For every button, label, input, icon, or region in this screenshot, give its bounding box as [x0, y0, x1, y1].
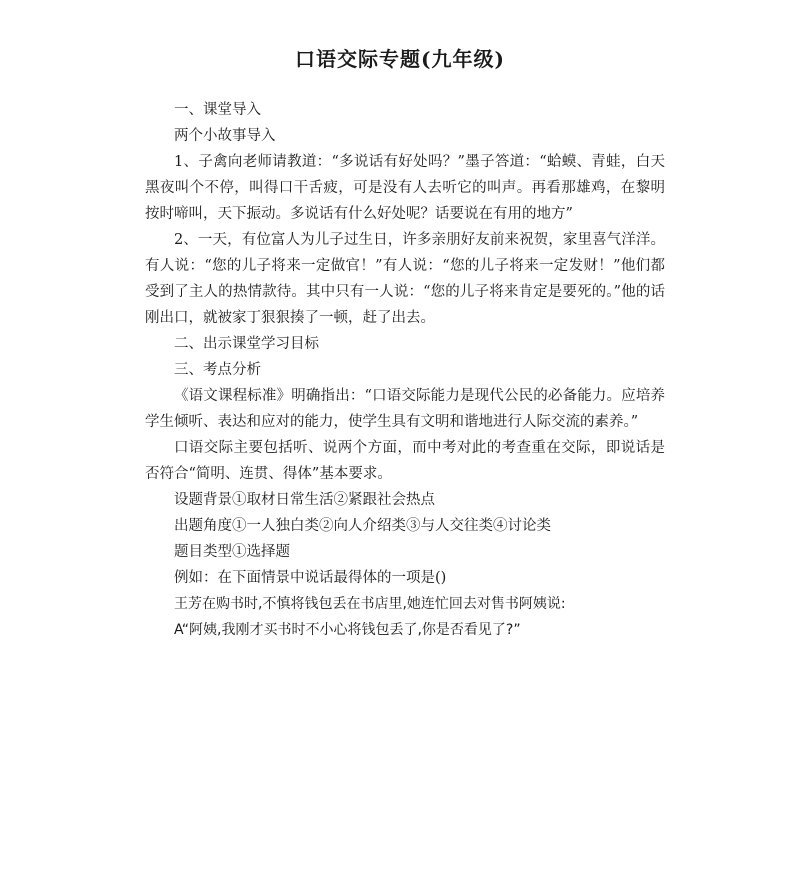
section-heading-intro: 一、课堂导入	[174, 102, 261, 118]
example-option-a: A“阿姨,我刚才买书时不小心将钱包丢了,你是否看见了?”	[174, 622, 521, 638]
question-angle-line: 出题角度①一人独白类②向人介绍类③与人交往类④讨论类	[174, 518, 551, 534]
section-heading-goals: 二、出示课堂学习目标	[174, 336, 319, 352]
requirements-paragraph: 口语交际主要包括听、说两个方面，而中考对此的考查重在交际，即说话是否符合“简明、连贯、得体”基本要求。	[145, 440, 665, 482]
document-title: 口语交际专题(九年级)	[295, 47, 505, 71]
subheading-stories: 两个小故事导入	[174, 128, 276, 144]
document-body	[145, 97, 665, 643]
example-prompt-line: 例如：在下面情景中说话最得体的一项是()	[174, 570, 447, 586]
story-paragraph-2: 2、一天，有位富人为儿子过生日，许多亲朋好友前来祝贺，家里喜气洋洋。有人说：“您的儿子将来一定做官！”有人说：“您的儿子将来一定发财！”他们都受到了主人的热情款待。其中只有一人说：“您的儿子将来肯定是要死的。”他的话刚出口，就被家丁狠狠揍了一顿，赶了出去。	[145, 232, 665, 326]
question-type-line: 题目类型①选择题	[174, 544, 290, 560]
example-scenario-line: 王芳在购书时,不慎将钱包丢在书店里,她连忙回去对售书阿姨说:	[174, 596, 566, 612]
story-paragraph-1: 1、子禽向老师请教道：“多说话有好处吗？”墨子答道：“蛤蟆、青蛙，白天黑夜叫个不停，叫得口干舌疲，可是没有人去听它的叫声。再看那雄鸡，在黎明按时啼叫，天下振动。多说话有什么好处呢？话要说在有用的地方”	[145, 154, 665, 222]
section-heading-analysis: 三、考点分析	[174, 362, 261, 378]
standard-quote-paragraph: 《语文课程标准》明确指出：“口语交际能力是现代公民的必备能力。应培养学生倾听、表达和应对的能力，使学生具有文明和谐地进行人际交流的素养。”	[145, 388, 665, 430]
question-background-line: 设题背景①取材日常生活②紧跟社会热点	[174, 492, 435, 508]
